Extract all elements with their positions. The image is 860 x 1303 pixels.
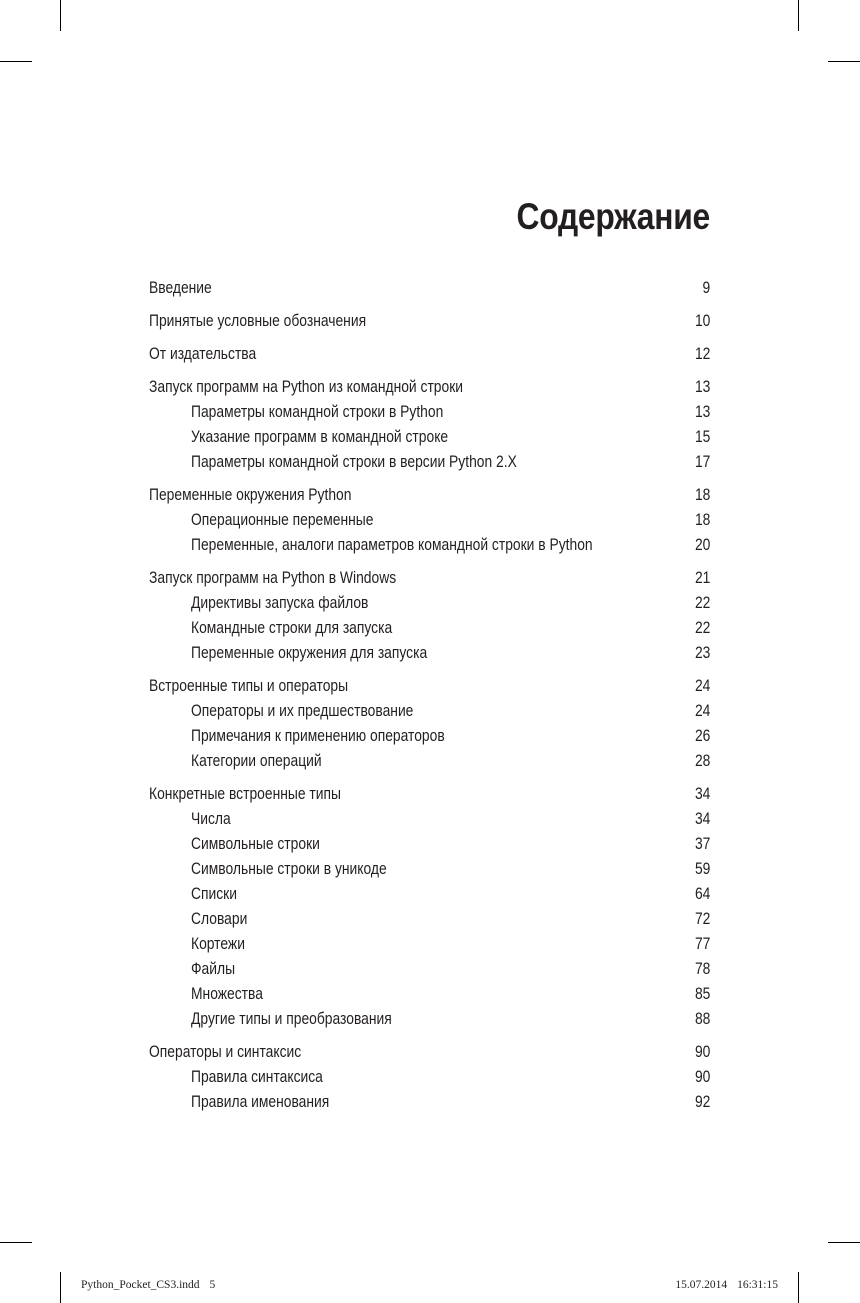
toc-entry[interactable] bbox=[149, 674, 710, 699]
toc-page-number: 15 bbox=[694, 428, 710, 446]
toc-page-number: 24 bbox=[694, 677, 710, 695]
toc-subentry[interactable] bbox=[149, 807, 710, 832]
toc-entry[interactable] bbox=[149, 342, 710, 367]
toc-page-number: 85 bbox=[694, 985, 710, 1003]
toc-subentry[interactable] bbox=[149, 832, 710, 857]
toc-entry-title: Параметры командной строки в версии Python 2.X bbox=[191, 453, 517, 471]
toc-page-number: 9 bbox=[702, 279, 710, 297]
toc-entry-title: Запуск программ на Python из командной строки bbox=[149, 378, 464, 396]
toc-entry-title: Директивы запуска файлов bbox=[191, 594, 369, 612]
toc-entry-title: Операторы и их предшествование bbox=[191, 702, 414, 720]
table-of-contents bbox=[149, 276, 710, 1123]
toc-entry-title: Указание программ в командной строке bbox=[191, 428, 449, 446]
toc-entry[interactable] bbox=[149, 782, 710, 807]
toc-subentry[interactable] bbox=[149, 400, 710, 425]
toc-entry-title: Числа bbox=[191, 810, 231, 828]
slug-timestamp bbox=[675, 1279, 778, 1291]
crop-mark bbox=[798, 0, 799, 31]
toc-page-number: 26 bbox=[694, 727, 710, 745]
toc-entry-title: Переменные, аналоги параметров командной строки в Python bbox=[191, 536, 593, 554]
toc-page-number: 37 bbox=[694, 835, 710, 853]
toc-page-number: 24 bbox=[694, 702, 710, 720]
toc-entry-title: Множества bbox=[191, 985, 263, 1003]
toc-page-number: 34 bbox=[694, 785, 710, 803]
toc-page-number: 90 bbox=[694, 1043, 710, 1061]
toc-entry-title: Встроенные типы и операторы bbox=[149, 677, 349, 695]
toc-subentry[interactable] bbox=[149, 450, 710, 475]
toc-entry-title: Переменные окружения для запуска bbox=[191, 644, 428, 662]
toc-entry-title: Операторы и синтаксис bbox=[149, 1043, 302, 1061]
toc-page-number: 21 bbox=[694, 569, 710, 587]
toc-subentry[interactable] bbox=[149, 508, 710, 533]
toc-subentry[interactable] bbox=[149, 533, 710, 558]
toc-entry-title: Запуск программ на Python в Windows bbox=[149, 569, 397, 587]
slug-file-info bbox=[81, 1279, 215, 1291]
toc-page-number: 22 bbox=[694, 594, 710, 612]
toc-page-number: 34 bbox=[694, 810, 710, 828]
toc-entry-title: Списки bbox=[191, 885, 238, 903]
page-title: Содержание bbox=[516, 196, 710, 237]
toc-entry-title: Другие типы и преобразования bbox=[191, 1010, 392, 1028]
crop-mark bbox=[0, 61, 32, 62]
toc-subentry[interactable] bbox=[149, 932, 710, 957]
toc-subentry[interactable] bbox=[149, 882, 710, 907]
toc-page-number: 10 bbox=[694, 312, 710, 330]
toc-section bbox=[149, 782, 710, 1032]
toc-subentry[interactable] bbox=[149, 907, 710, 932]
toc-subentry[interactable] bbox=[149, 982, 710, 1007]
toc-page-number: 20 bbox=[694, 536, 710, 554]
toc-subentry[interactable] bbox=[149, 724, 710, 749]
toc-subentry[interactable] bbox=[149, 749, 710, 774]
toc-entry-title: Правила именования bbox=[191, 1093, 330, 1111]
toc-subentry[interactable] bbox=[149, 591, 710, 616]
toc-section bbox=[149, 342, 710, 367]
toc-entry-title: Символьные строки bbox=[191, 835, 320, 853]
crop-mark bbox=[828, 1242, 860, 1243]
toc-entry-title: Правила синтаксиса bbox=[191, 1068, 323, 1086]
toc-page-number: 18 bbox=[694, 486, 710, 504]
toc-entry[interactable] bbox=[149, 566, 710, 591]
toc-subentry[interactable] bbox=[149, 641, 710, 666]
slug-date: 15.07.2014 bbox=[675, 1279, 728, 1291]
crop-mark bbox=[60, 1272, 61, 1303]
toc-entry-title: Кортежи bbox=[191, 935, 245, 953]
toc-page-number: 59 bbox=[694, 860, 710, 878]
toc-page-number: 23 bbox=[694, 644, 710, 662]
toc-subentry[interactable] bbox=[149, 1007, 710, 1032]
crop-mark bbox=[0, 1242, 32, 1243]
toc-subentry[interactable] bbox=[149, 616, 710, 641]
toc-entry-title: Файлы bbox=[191, 960, 236, 978]
toc-entry-title: Словари bbox=[191, 910, 248, 928]
toc-entry-title: Операционные переменные bbox=[191, 511, 374, 529]
toc-entry-title: Переменные окружения Python bbox=[149, 486, 352, 504]
toc-entry-title: От издательства bbox=[149, 345, 257, 363]
crop-mark bbox=[798, 1272, 799, 1303]
toc-section bbox=[149, 1040, 710, 1115]
toc-page-number: 92 bbox=[694, 1093, 710, 1111]
toc-page-number: 90 bbox=[694, 1068, 710, 1086]
toc-entry-title: Примечания к применению операторов bbox=[191, 727, 445, 745]
toc-page-number: 17 bbox=[694, 453, 710, 471]
toc-subentry[interactable] bbox=[149, 957, 710, 982]
toc-page-number: 78 bbox=[694, 960, 710, 978]
toc-entry-title: Командные строки для запуска bbox=[191, 619, 393, 637]
toc-entry-title: Принятые условные обозначения bbox=[149, 312, 367, 330]
toc-subentry[interactable] bbox=[149, 1065, 710, 1090]
toc-entry[interactable] bbox=[149, 1040, 710, 1065]
toc-subentry[interactable] bbox=[149, 1090, 710, 1115]
toc-page-number: 18 bbox=[694, 511, 710, 529]
crop-mark bbox=[60, 0, 61, 31]
toc-page-number: 64 bbox=[694, 885, 710, 903]
slug-time: 16:31:15 bbox=[737, 1279, 778, 1291]
toc-page-number: 22 bbox=[694, 619, 710, 637]
toc-entry[interactable] bbox=[149, 375, 710, 400]
toc-page-number: 12 bbox=[694, 345, 710, 363]
toc-page-number: 13 bbox=[694, 403, 710, 421]
toc-section bbox=[149, 483, 710, 558]
toc-entry-title: Категории операций bbox=[191, 752, 322, 770]
toc-page-number: 72 bbox=[694, 910, 710, 928]
toc-page-number: 28 bbox=[694, 752, 710, 770]
toc-subentry[interactable] bbox=[149, 699, 710, 724]
crop-mark bbox=[828, 61, 860, 62]
toc-entry-title: Символьные строки в уникоде bbox=[191, 860, 387, 878]
toc-entry[interactable] bbox=[149, 483, 710, 508]
toc-entry[interactable] bbox=[149, 276, 710, 301]
toc-section bbox=[149, 309, 710, 334]
toc-section bbox=[149, 375, 710, 475]
toc-section bbox=[149, 276, 710, 301]
toc-entry-title: Введение bbox=[149, 279, 212, 297]
toc-section bbox=[149, 674, 710, 774]
toc-page-number: 88 bbox=[694, 1010, 710, 1028]
toc-page-number: 77 bbox=[694, 935, 710, 953]
toc-section bbox=[149, 566, 710, 666]
toc-entry-title: Конкретные встроенные типы bbox=[149, 785, 341, 803]
slug-page-number: 5 bbox=[209, 1279, 216, 1291]
slug-file-name: Python_Pocket_CS3.indd bbox=[81, 1279, 200, 1291]
toc-page-number: 13 bbox=[694, 378, 710, 396]
toc-subentry[interactable] bbox=[149, 857, 710, 882]
toc-subentry[interactable] bbox=[149, 425, 710, 450]
toc-entry[interactable] bbox=[149, 309, 710, 334]
toc-entry-title: Параметры командной строки в Python bbox=[191, 403, 444, 421]
